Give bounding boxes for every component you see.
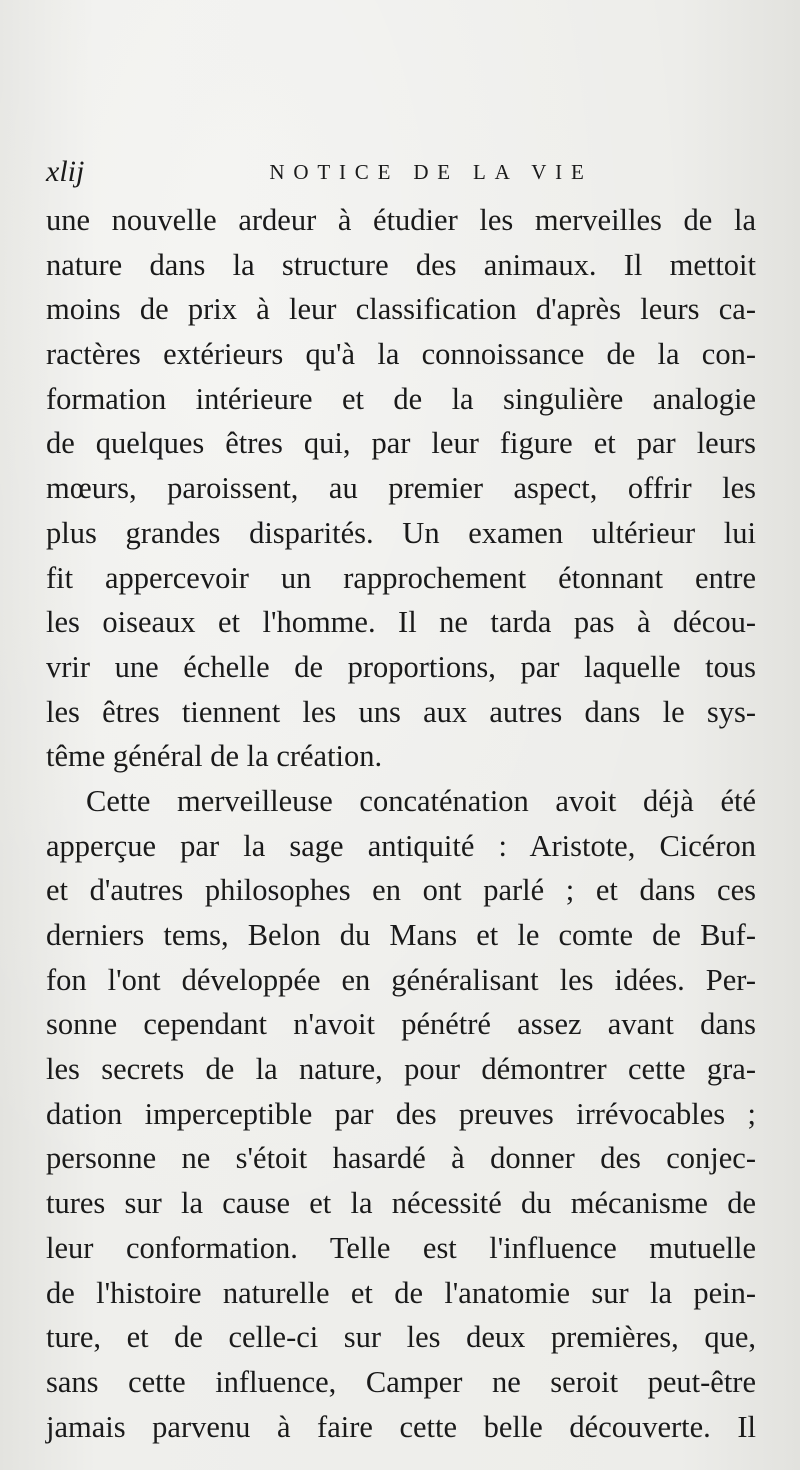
text-line: une nouvelle ardeur à étudier les merveilles de la (46, 203, 756, 237)
text-line: les oiseaux et l'homme. Il ne tarda pas à décou- (46, 605, 756, 640)
text-line: leur conformation. Telle est l'influence mutuelle (46, 1230, 756, 1265)
text-line: fon l'ont développée en généralisant les idées. Per- (46, 962, 756, 997)
text-line: derniers tems, Belon du Mans et le comte de Buf- (46, 918, 756, 952)
text-line: ture, et de celle-ci sur les deux premières, que, (46, 1320, 756, 1355)
text-line: moins de prix à leur classification d'après leurs ca- (46, 292, 756, 327)
page-number: xlij (46, 155, 85, 188)
body-text (46, 198, 756, 1449)
text-line: dation imperceptible par des preuves irrévocables ; (46, 1096, 756, 1131)
text-line: et d'autres philosophes en ont parlé ; et dans ces (46, 873, 756, 908)
text-line: sonne cependant n'avoit pénétré assez avant dans (46, 1007, 756, 1042)
text-line: tures sur la cause et la nécessité du mécanisme de (46, 1186, 756, 1221)
text-line: jamais parvenu à faire cette belle découverte. Il (46, 1409, 756, 1444)
text-line: formation intérieure et de la singulière analogie (46, 381, 756, 416)
text-line: apperçue par la sage antiquité : Aristote, Cicéron (46, 828, 756, 863)
text-line: fit appercevoir un rapprochement étonnant entre (46, 560, 756, 595)
text-line: de quelques êtres qui, par leur figure et par leurs (46, 426, 756, 461)
text-line: les êtres tiennent les uns aux autres dans le sys- (46, 694, 756, 729)
text-line: personne ne s'étoit hasardé à donner des conjec- (46, 1141, 756, 1176)
text-line: de l'histoire naturelle et de l'anatomie sur la pein- (46, 1275, 756, 1310)
paragraph-end-line: tême général de la création. (46, 739, 383, 774)
text-line: mœurs, paroissent, au premier aspect, offrir les (46, 471, 756, 506)
running-title: NOTICE DE LA VIE (269, 160, 593, 184)
text-line: les secrets de la nature, pour démontrer cette gra- (46, 1052, 756, 1087)
page-header (46, 150, 766, 194)
text-line: ractères extérieurs qu'à la connoissance de la con- (46, 337, 756, 372)
text-line: nature dans la structure des animaux. Il mettoit (46, 247, 756, 282)
text-line: vrir une échelle de proportions, par laquelle tous (46, 649, 756, 684)
text-line: sans cette influence, Camper ne seroit peut-être (46, 1364, 756, 1399)
text-line: plus grandes disparités. Un examen ultérieur lui (46, 515, 756, 550)
paragraph-start-line: Cette merveilleuse concaténation avoit déjà été (86, 783, 756, 818)
